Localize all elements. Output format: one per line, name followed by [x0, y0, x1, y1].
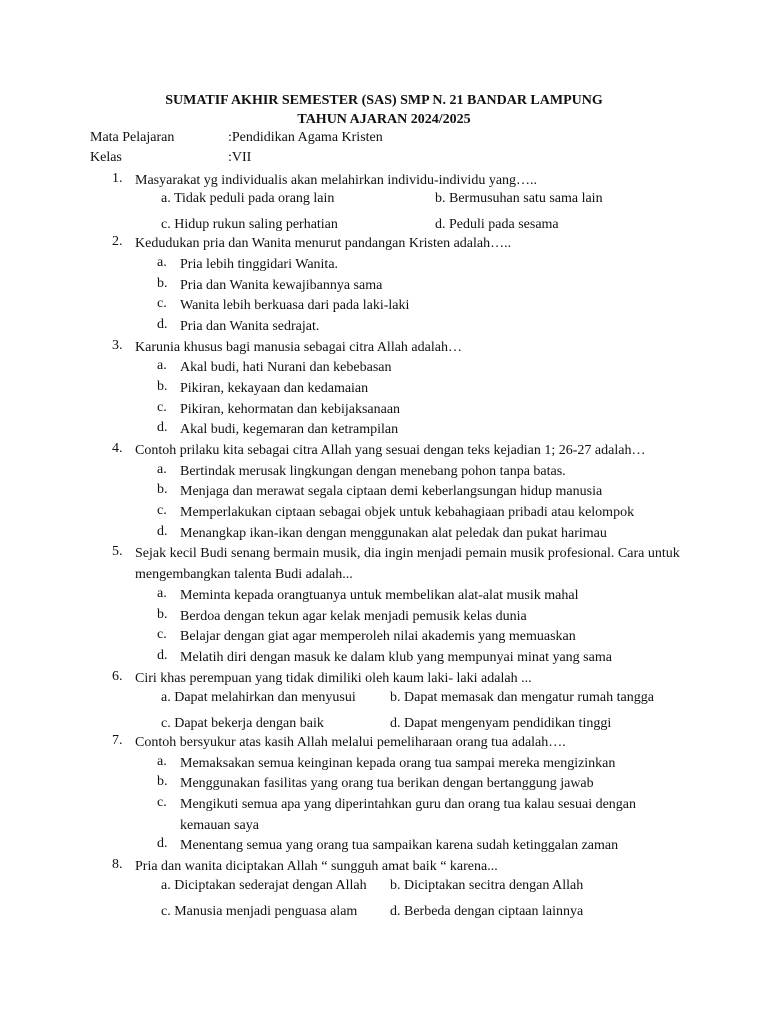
option-letter: b. [157, 607, 168, 622]
option-d: d. Dapat mengenyam pendidikan tinggi [390, 716, 612, 731]
option-a: a. Dapat melahirkan dan menyusui [161, 690, 356, 705]
option-text: Akal budi, hati Nurani dan kebebasan [180, 360, 392, 375]
option-text: Wanita lebih berkuasa dari pada laki-laki [180, 298, 410, 313]
academic-year: TAHUN AJARAN 2024/2025 [297, 112, 471, 127]
option-letter: b. [157, 774, 168, 789]
option-text: Pikiran, kehormatan dan kebijaksanaan [180, 402, 401, 417]
option-b: b. Dapat memasak dan mengatur rumah tangga [390, 690, 654, 705]
exam-title: SUMATIF AKHIR SEMESTER (SAS) SMP N. 21 BANDAR LAMPUNG [165, 93, 603, 108]
option-text: Berdoa dengan tekun agar kelak menjadi pemusik kelas dunia [180, 609, 527, 624]
option-d: d. Berbeda dengan ciptaan lainnya [390, 904, 584, 919]
option-letter: a. [157, 358, 167, 373]
option-letter: c. [157, 400, 167, 415]
question-number: 5. [112, 544, 123, 559]
option-letter: a. [157, 255, 167, 270]
question-number: 1. [112, 171, 123, 186]
option-text: Pria dan Wanita kewajibannya sama [180, 278, 383, 293]
option-c: c. Hidup rukun saling perhatian [161, 217, 338, 232]
option-letter: d. [157, 836, 168, 851]
subject-label: Mata Pelajaran [90, 130, 175, 145]
subject-value: :Pendidikan Agama Kristen [228, 130, 383, 145]
option-b: b. Diciptakan secitra dengan Allah [390, 878, 584, 893]
option-letter: d. [157, 524, 168, 539]
option-text: Pikiran, kekayaan dan kedamaian [180, 381, 369, 396]
option-text: Pria lebih tinggidari Wanita. [180, 257, 339, 272]
option-letter: a. [157, 586, 167, 601]
option-text: Meminta kepada orangtuanya untuk membelikan alat-alat musik mahal [180, 588, 579, 603]
option-text: Memaksakan semua keinginan kepada orang tua sampai mereka mengizinkan [180, 756, 616, 771]
question-text: Karunia khusus bagi manusia sebagai citra Allah adalah… [135, 340, 462, 355]
question-number: 3. [112, 338, 123, 353]
question-number: 8. [112, 857, 123, 872]
option-letter: d. [157, 648, 168, 663]
option-letter: c. [157, 296, 167, 311]
option-letter: c. [157, 503, 167, 518]
option-text: Pria dan Wanita sedrajat. [180, 319, 320, 334]
question-text: Contoh prilaku kita sebagai citra Allah yang sesuai dengan teks kejadian 1; 26-27 adalah… [135, 443, 646, 458]
option-letter: d. [157, 317, 168, 332]
question-text: Kedudukan pria dan Wanita menurut pandangan Kristen adalah….. [135, 236, 512, 251]
option-letter: a. [157, 462, 167, 477]
question-text: Masyarakat yg individualis akan melahirkan individu-individu yang….. [135, 173, 538, 188]
question-number: 4. [112, 441, 123, 456]
question-text: Ciri khas perempuan yang tidak dimiliki oleh kaum laki- laki adalah ... [135, 671, 532, 686]
option-d: d. Peduli pada sesama [435, 217, 559, 232]
option-letter: a. [157, 754, 167, 769]
question-text: Contoh bersyukur atas kasih Allah melalui pemeliharaan orang tua adalah…. [135, 735, 566, 750]
class-value: :VII [228, 150, 252, 165]
option-text: Memperlakukan ciptaan sebagai objek untuk kebahagiaan pribadi atau kelompok [180, 505, 635, 520]
option-c: c. Dapat bekerja dengan baik [161, 716, 324, 731]
option-letter: d. [157, 420, 168, 435]
option-a: a. Diciptakan sederajat dengan Allah [161, 878, 367, 893]
option-text: Akal budi, kegemaran dan ketrampilan [180, 422, 399, 437]
question-number: 6. [112, 669, 123, 684]
option-text: Menggunakan fasilitas yang orang tua berikan dengan bertanggung jawab [180, 776, 594, 791]
option-letter: b. [157, 482, 168, 497]
option-letter: b. [157, 379, 168, 394]
option-letter: b. [157, 276, 168, 291]
option-text: Belajar dengan giat agar memperoleh nilai akademis yang memuaskan [180, 629, 576, 644]
option-text: Bertindak merusak lingkungan dengan menebang pohon tanpa batas. [180, 464, 566, 479]
option-text: Melatih diri dengan masuk ke dalam klub yang mempunyai minat yang sama [180, 650, 612, 665]
option-letter: c. [157, 795, 167, 810]
option-a: a. Tidak peduli pada orang lain [161, 191, 335, 206]
option-b: b. Bermusuhan satu sama lain [435, 191, 603, 206]
option-text: Menjaga dan merawat segala ciptaan demi keberlangsungan hidup manusia [180, 484, 603, 499]
option-letter: c. [157, 627, 167, 642]
question-text: Pria dan wanita diciptakan Allah “ sungguh amat baik “ karena... [135, 859, 498, 874]
question-text: Sejak kecil Budi senang bermain musik, dia ingin menjadi pemain musik profesional. Cara untuk mengembangkan talenta Budi adalah... [135, 546, 680, 582]
option-text: Menentang semua yang orang tua sampaikan karena sudah ketinggalan zaman [180, 838, 619, 853]
question-number: 7. [112, 733, 123, 748]
option-text: Mengikuti semua apa yang diperintahkan guru dan orang tua kalau sesuai dengan kemauan saya [180, 797, 637, 833]
question-number: 2. [112, 234, 123, 249]
option-c: c. Manusia menjadi penguasa alam [161, 904, 358, 919]
option-text: Menangkap ikan-ikan dengan menggunakan alat peledak dan pukat harimau [180, 526, 607, 541]
class-label: Kelas [90, 150, 122, 165]
